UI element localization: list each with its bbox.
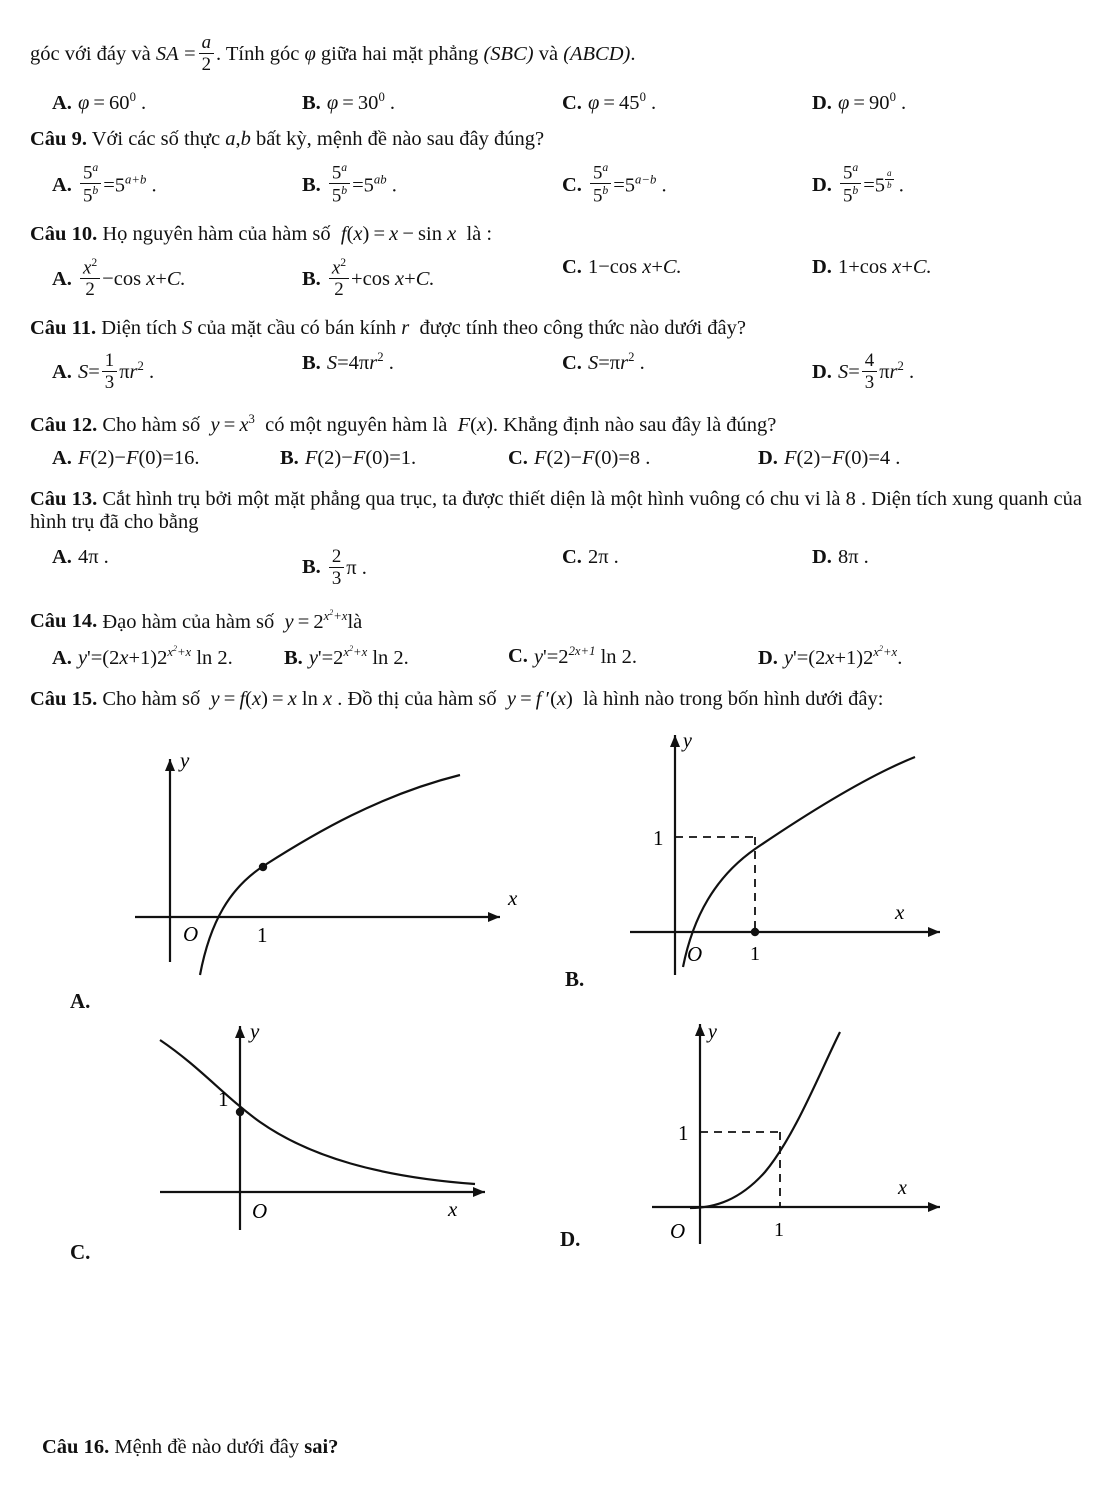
- cau11-options: [0, 350, 1110, 394]
- question-text: Mệnh đề nào dưới đây sai?: [114, 1436, 339, 1458]
- question-text: Cho hàm số $y = x^3$ có một nguyên hàm là F(x). Khẳng định nào sau đây là đúng?: [102, 411, 777, 436]
- question-cau11: [0, 317, 1110, 340]
- cau14-options: [0, 644, 1110, 670]
- svg-text:x: x: [448, 1196, 458, 1221]
- figure-group: [0, 729, 1110, 1277]
- option-c[interactable]: C. $\varphi = 45^0$ .: [562, 89, 657, 114]
- figure-b-label: B.: [565, 966, 585, 991]
- cau10-option-d[interactable]: D. 1+cos x+C.: [812, 255, 932, 278]
- svg-text:y: y: [683, 729, 692, 752]
- svg-text:1: 1: [218, 1086, 229, 1111]
- question-cau16: [0, 1436, 338, 1459]
- figure-d: [560, 1012, 990, 1267]
- figure-b-svg: [595, 717, 995, 1007]
- question-number: Câu 13.: [30, 487, 98, 510]
- option-d-text: $\varphi = 90^0$ .: [837, 89, 907, 114]
- question-text: Với các số thực a,b bất kỳ, mệnh đề nào sau đây đúng?: [91, 127, 545, 150]
- intro-prefix: góc với đáy và: [30, 42, 156, 65]
- figure-c-label: C.: [70, 1239, 91, 1264]
- figure-b: [565, 717, 995, 1012]
- question-number: Câu 14.: [30, 610, 98, 633]
- option-b[interactable]: B. $\varphi = 30^0$ .: [302, 89, 396, 114]
- cau11-option-d[interactable]: D. S= $\frac{4}{3}$ $\pi r^2$ .: [812, 350, 915, 394]
- figure-c-svg: [130, 1012, 530, 1252]
- cau14-option-d[interactable]: D. $y'=(2x+1)2^{x^2+x}$.: [758, 643, 903, 669]
- cau12-option-d[interactable]: D. F(2)−F(0)=4 .: [758, 446, 901, 469]
- intro-sa: SA =: [155, 42, 197, 65]
- question-text: Cho hàm số y = f(x) = x ln x . Đồ thị của hàm số y = f ′(x) là hình nào trong bốn hình dưới đây:: [102, 687, 884, 710]
- question-number: Câu 12.: [30, 413, 98, 436]
- question-number: Câu 9.: [30, 127, 87, 150]
- cau11-option-c[interactable]: C. $S=\pi r^2$ .: [562, 350, 645, 374]
- svg-text:x: x: [895, 899, 905, 924]
- figure-a-svg: [60, 737, 530, 997]
- cau14-option-a[interactable]: A. $y'=(2x+1)2^{x^2+x}$ ln 2.: [52, 643, 233, 669]
- cau9-option-a[interactable]: A. $\frac{5^a}{5^b}$ $=5^{a+b}$ .: [52, 160, 157, 207]
- svg-text:1: 1: [257, 922, 268, 947]
- cau13-option-d[interactable]: D. 8π .: [812, 545, 869, 568]
- cau10-options: [0, 256, 1110, 301]
- question-cau12: [0, 412, 1110, 437]
- option-a[interactable]: A. $\varphi = 60^0$ .: [52, 89, 147, 114]
- svg-text:y: y: [180, 747, 190, 772]
- question-number: Câu 15.: [30, 687, 98, 710]
- figure-c: [70, 1012, 530, 1264]
- cau13-option-b[interactable]: B. $\frac{2}{3}$ π .: [302, 545, 367, 589]
- cau13-options: [0, 546, 1110, 590]
- option-d[interactable]: D. $\varphi = 90^0$ .: [812, 89, 907, 114]
- question-number: Câu 16.: [42, 1436, 110, 1458]
- svg-text:x: x: [898, 1176, 907, 1199]
- option-b-text: $\varphi = 30^0$ .: [326, 89, 396, 114]
- question-cau15: [0, 688, 1110, 711]
- intro-line: [0, 32, 1110, 76]
- question-text: Diện tích S của mặt cầu có bán kính r được tính theo công thức nào dưới đây?: [101, 317, 746, 340]
- figure-a: [60, 737, 530, 1013]
- cau10-option-b[interactable]: B. $\frac{x^2}{2}$ +cos x+C.: [302, 255, 435, 301]
- option-a-text: $\varphi = 60^0$ .: [77, 89, 147, 114]
- figure-a-label: A.: [70, 988, 91, 1013]
- question-text: Đạo hàm của hàm số $y = 2^{x^2+x}là$: [102, 607, 363, 633]
- option-c-text: $\varphi = 45^0$ .: [587, 89, 657, 114]
- question-cau9: [0, 128, 1110, 151]
- question-number: Câu 11.: [30, 317, 97, 340]
- cau11-option-b[interactable]: B. $S=4\pi r^2$ .: [302, 350, 394, 374]
- svg-text:1: 1: [678, 1120, 689, 1145]
- cau10-option-a[interactable]: A. $\frac{x^2}{2}$ −cos x+C.: [52, 255, 186, 301]
- question-cau13: [0, 488, 1110, 534]
- cau10-option-c[interactable]: C. 1−cos x+C.: [562, 255, 682, 278]
- svg-text:y: y: [708, 1020, 717, 1043]
- cau14-option-b[interactable]: B. $y'=2^{x^2+x}$ ln 2.: [284, 643, 409, 669]
- question-text: Cắt hình trụ bởi một mặt phẳng qua trục, ta được thiết diện là một hình vuông có chu vi là 8 . Diện tích xung quanh của hình trụ đã cho bằng: [30, 487, 1082, 533]
- intro-suffix: . Tính góc φ giữa hai mặt phẳng (SBC) và (ABCD).: [216, 42, 636, 65]
- svg-text:y: y: [250, 1018, 260, 1043]
- cau12-option-b[interactable]: B. F(2)−F(0)=1.: [280, 446, 417, 469]
- svg-text:1: 1: [653, 825, 664, 850]
- question-cau10: [0, 223, 1110, 246]
- cau12-option-a[interactable]: A. F(2)−F(0)=16.: [52, 446, 200, 469]
- cau14-option-c[interactable]: C. $y'=2^{2x+1}$ ln 2.: [508, 643, 638, 668]
- intro-options: [0, 90, 1110, 115]
- cau11-option-a[interactable]: A. S= $\frac{1}{3}$ $\pi r^2$ .: [52, 350, 155, 394]
- svg-text:O: O: [670, 1218, 686, 1243]
- cau9-options: [0, 161, 1110, 207]
- intro-fraction: $\frac{a}{2}$: [199, 32, 214, 76]
- figure-d-label: D.: [560, 1226, 581, 1251]
- cau12-options: [0, 447, 1110, 470]
- figure-d-svg: [630, 1012, 990, 1262]
- svg-text:O: O: [687, 941, 703, 966]
- cau9-option-b[interactable]: B. $\frac{5^a}{5^b}$ $=5^{ab}$ .: [302, 160, 397, 207]
- cau13-option-a[interactable]: A. 4π .: [52, 545, 109, 568]
- exam-page: [0, 32, 1110, 1503]
- cau9-option-c[interactable]: C. $\frac{5^a}{5^b}$ $=5^{a-b}$ .: [562, 160, 667, 207]
- svg-text:O: O: [252, 1198, 268, 1223]
- cau9-option-d[interactable]: D. $\frac{5^a}{5^b}$ =5 $^{\frac{a}{b}}$ .: [812, 160, 904, 207]
- question-text: Họ nguyên hàm của hàm số f(x) = x − sin x là :: [102, 222, 493, 245]
- svg-text:1: 1: [750, 942, 760, 965]
- svg-text:O: O: [183, 921, 199, 946]
- svg-text:1: 1: [774, 1218, 784, 1241]
- question-cau14: [0, 607, 1110, 633]
- cau13-option-c[interactable]: C. 2π .: [562, 545, 619, 568]
- cau12-option-c[interactable]: C. F(2)−F(0)=8 .: [508, 446, 651, 469]
- svg-text:x: x: [508, 885, 518, 910]
- question-number: Câu 10.: [30, 222, 98, 245]
